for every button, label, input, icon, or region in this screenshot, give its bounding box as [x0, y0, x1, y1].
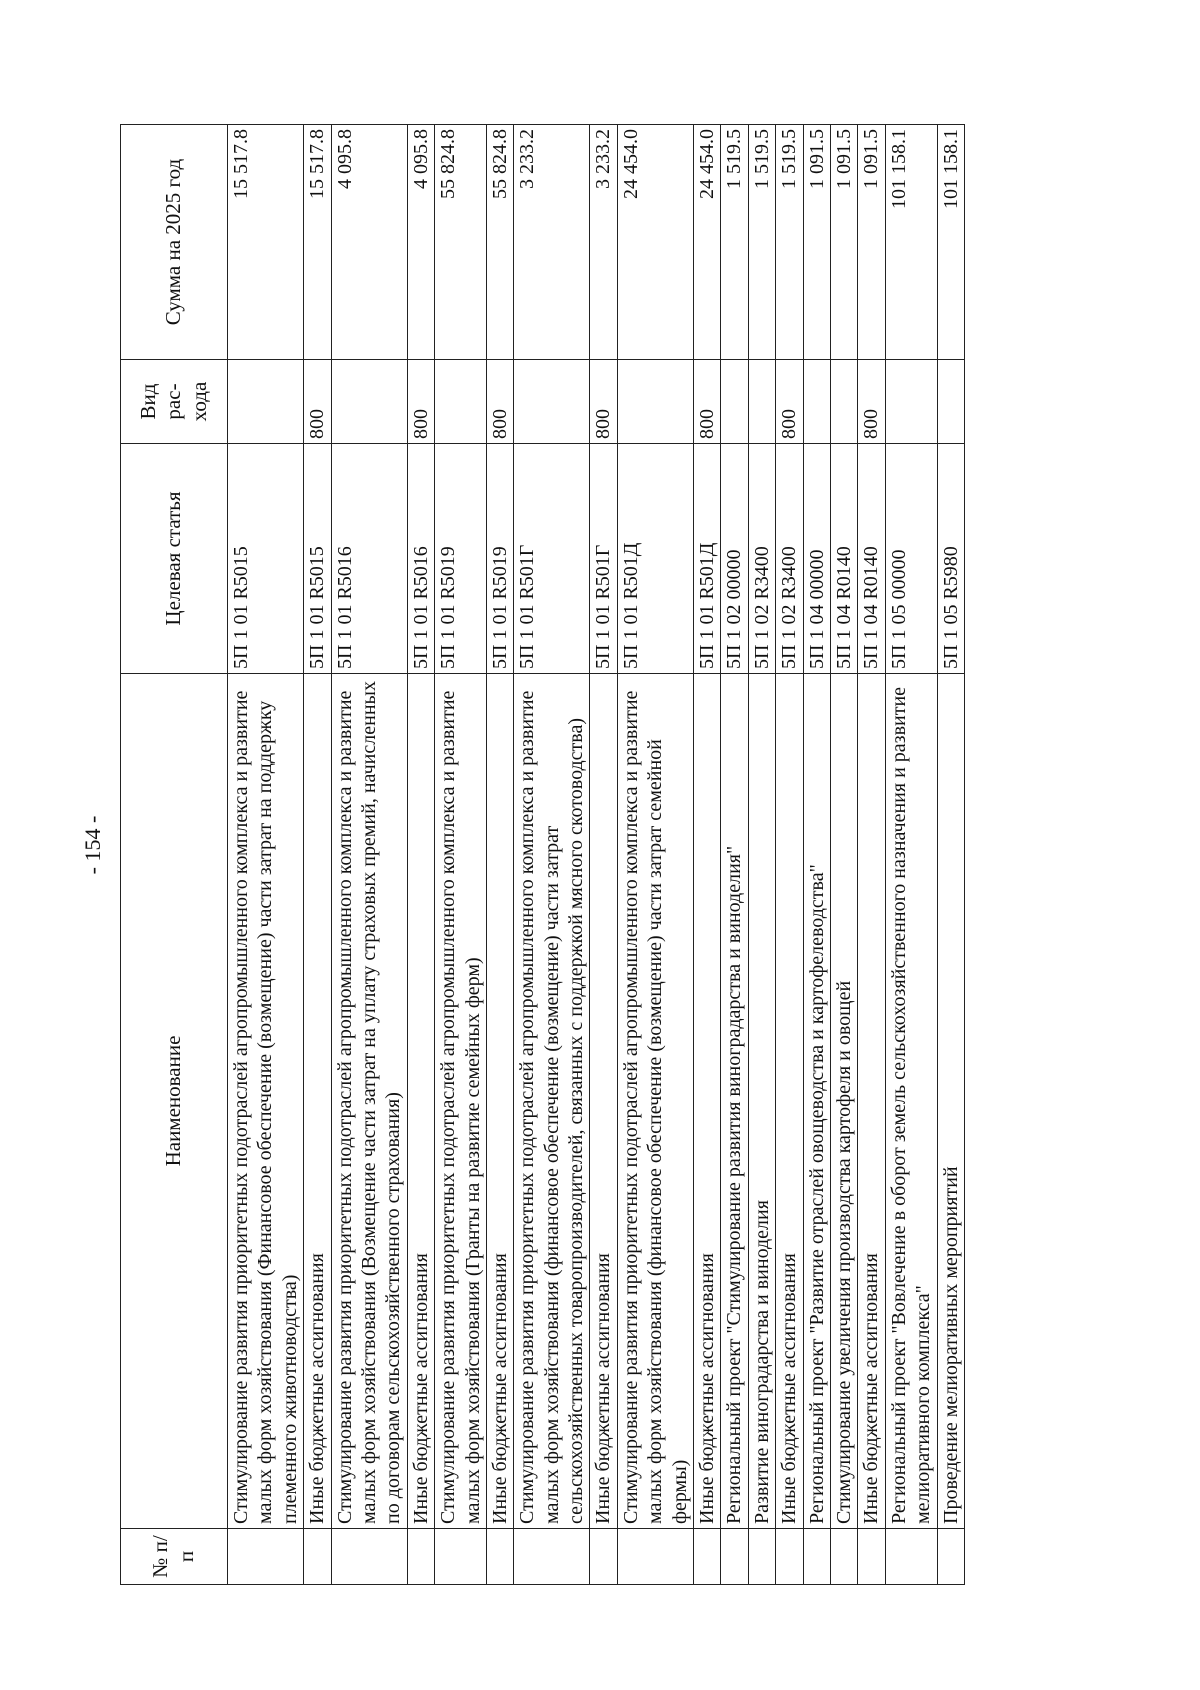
cell-num — [407, 1529, 434, 1585]
table-header-row — [121, 125, 228, 1585]
cell-num — [830, 1529, 857, 1585]
table-row — [486, 125, 513, 1585]
cell-num — [937, 1529, 964, 1585]
cell-name: Стимулирование развития приоритетных подотраслей агропромышленного комплекса и развитие малых форм хозяйствования (финансовое обеспечение (возмещение) части затрат семейной фермы) — [617, 674, 693, 1529]
cell-kind — [514, 360, 590, 444]
cell-name: Стимулирование увеличения производства картофеля и овощей — [830, 674, 857, 1529]
cell-kind — [617, 360, 693, 444]
page-number: - 154 - — [80, 815, 105, 875]
cell-kind: 800 — [694, 360, 721, 444]
cell-sum: 24 454.0 — [694, 125, 721, 360]
cell-kind — [228, 360, 304, 444]
cell-sum: 4 095.8 — [331, 125, 407, 360]
cell-kind — [748, 360, 775, 444]
cell-code: 5П 1 01 R501Г — [590, 444, 617, 674]
table-row — [830, 125, 857, 1585]
cell-sum: 1 091.5 — [858, 125, 885, 360]
cell-sum: 1 519.5 — [748, 125, 775, 360]
cell-code: 5П 1 01 R5016 — [331, 444, 407, 674]
cell-sum: 4 095.8 — [407, 125, 434, 360]
cell-code: 5П 1 02 R3400 — [776, 444, 803, 674]
cell-num — [776, 1529, 803, 1585]
cell-sum: 24 454.0 — [617, 125, 693, 360]
table-row — [885, 125, 937, 1585]
cell-code: 5П 1 01 R5015 — [304, 444, 331, 674]
table-row — [514, 125, 590, 1585]
table-row — [776, 125, 803, 1585]
cell-name: Иные бюджетные ассигнования — [407, 674, 434, 1529]
cell-num — [885, 1529, 937, 1585]
cell-sum: 55 824.8 — [486, 125, 513, 360]
header-kind: Вид рас- хода — [121, 360, 228, 444]
cell-kind: 800 — [304, 360, 331, 444]
header-code: Целевая статья — [121, 444, 228, 674]
cell-sum: 3 233.2 — [514, 125, 590, 360]
cell-code: 5П 1 01 R5019 — [435, 444, 487, 674]
cell-sum: 1 091.5 — [830, 125, 857, 360]
cell-name: Стимулирование развития приоритетных подотраслей агропромышленного комплекса и развитие малых форм хозяйствования (Финансовое обеспечение (возмещение) части затрат на поддержку племенного животноводства) — [228, 674, 304, 1529]
cell-name: Иные бюджетные ассигнования — [590, 674, 617, 1529]
table-row — [331, 125, 407, 1585]
cell-kind: 800 — [776, 360, 803, 444]
cell-name: Стимулирование развития приоритетных подотраслей агропромышленного комплекса и развитие малых форм хозяйствования (Возмещение части затрат на уплату страховых премий, начисленных по договорам сельскохозяйственного страхования) — [331, 674, 407, 1529]
cell-sum: 1 519.5 — [721, 125, 748, 360]
cell-name: Иные бюджетные ассигнования — [304, 674, 331, 1529]
table-row — [228, 125, 304, 1585]
cell-num — [514, 1529, 590, 1585]
cell-code: 5П 1 01 R501Д — [694, 444, 721, 674]
cell-num — [694, 1529, 721, 1585]
cell-code: 5П 1 04 00000 — [803, 444, 830, 674]
cell-name: Региональный проект "Вовлечение в оборот земель сельскохозяйственного назначения и развитие мелиоративного комплекса" — [885, 674, 937, 1529]
cell-code: 5П 1 02 R3400 — [748, 444, 775, 674]
cell-name: Проведение мелиоративных мероприятий — [937, 674, 964, 1529]
budget-table — [120, 124, 965, 1585]
table-row — [617, 125, 693, 1585]
cell-code: 5П 1 01 R501Г — [514, 444, 590, 674]
header-name: Наименование — [121, 674, 228, 1529]
cell-kind — [803, 360, 830, 444]
cell-sum: 3 233.2 — [590, 125, 617, 360]
cell-num — [617, 1529, 693, 1585]
cell-kind: 800 — [407, 360, 434, 444]
cell-name: Иные бюджетные ассигнования — [486, 674, 513, 1529]
cell-num — [803, 1529, 830, 1585]
cell-name: Стимулирование развития приоритетных подотраслей агропромышленного комплекса и развитие малых форм хозяйствования (финансовое обеспечение (возмещение) части затрат сельскохозяйственных товаропроизводителей, связанных с поддержкой мясного скотоводства) — [514, 674, 590, 1529]
cell-sum: 15 517.8 — [304, 125, 331, 360]
cell-code: 5П 1 05 R5980 — [937, 444, 964, 674]
cell-code: 5П 1 04 R0140 — [858, 444, 885, 674]
cell-num — [228, 1529, 304, 1585]
table-row — [694, 125, 721, 1585]
cell-kind — [885, 360, 937, 444]
cell-name: Стимулирование развития приоритетных подотраслей агропромышленного комплекса и развитие малых форм хозяйствования (Гранты на развитие семейных ферм) — [435, 674, 487, 1529]
cell-num — [486, 1529, 513, 1585]
cell-name: Иные бюджетные ассигнования — [776, 674, 803, 1529]
table-row — [748, 125, 775, 1585]
table-row — [937, 125, 964, 1585]
table-row — [590, 125, 617, 1585]
cell-code: 5П 1 01 R5016 — [407, 444, 434, 674]
header-num: № п/п — [121, 1529, 228, 1585]
cell-code: 5П 1 01 R5019 — [486, 444, 513, 674]
cell-num — [304, 1529, 331, 1585]
header-sum: Сумма на 2025 год — [121, 125, 228, 360]
cell-code: 5П 1 05 00000 — [885, 444, 937, 674]
table-row — [407, 125, 434, 1585]
table-row — [304, 125, 331, 1585]
cell-sum: 101 158.1 — [937, 125, 964, 360]
cell-num — [748, 1529, 775, 1585]
cell-name: Региональный проект "Стимулирование развития виноградарства и виноделия" — [721, 674, 748, 1529]
table-row — [858, 125, 885, 1585]
cell-num — [331, 1529, 407, 1585]
cell-name: Региональный проект "Развитие отраслей овощеводства и картофелеводства" — [803, 674, 830, 1529]
cell-kind: 800 — [590, 360, 617, 444]
cell-sum: 101 158.1 — [885, 125, 937, 360]
cell-sum: 1 091.5 — [803, 125, 830, 360]
cell-num — [590, 1529, 617, 1585]
cell-sum: 15 517.8 — [228, 125, 304, 360]
cell-kind — [937, 360, 964, 444]
table-row — [721, 125, 748, 1585]
cell-kind: 800 — [486, 360, 513, 444]
cell-kind — [830, 360, 857, 444]
table-row — [803, 125, 830, 1585]
cell-name: Иные бюджетные ассигнования — [694, 674, 721, 1529]
cell-kind: 800 — [858, 360, 885, 444]
cell-code: 5П 1 04 R0140 — [830, 444, 857, 674]
cell-code: 5П 1 02 00000 — [721, 444, 748, 674]
cell-kind — [331, 360, 407, 444]
cell-sum: 1 519.5 — [776, 125, 803, 360]
cell-sum: 55 824.8 — [435, 125, 487, 360]
cell-kind — [721, 360, 748, 444]
cell-name: Иные бюджетные ассигнования — [858, 674, 885, 1529]
cell-num — [435, 1529, 487, 1585]
cell-code: 5П 1 01 R5015 — [228, 444, 304, 674]
cell-code: 5П 1 01 R501Д — [617, 444, 693, 674]
cell-kind — [435, 360, 487, 444]
cell-name: Развитие виноградарства и виноделия — [748, 674, 775, 1529]
table-row — [435, 125, 487, 1585]
cell-num — [721, 1529, 748, 1585]
cell-num — [858, 1529, 885, 1585]
